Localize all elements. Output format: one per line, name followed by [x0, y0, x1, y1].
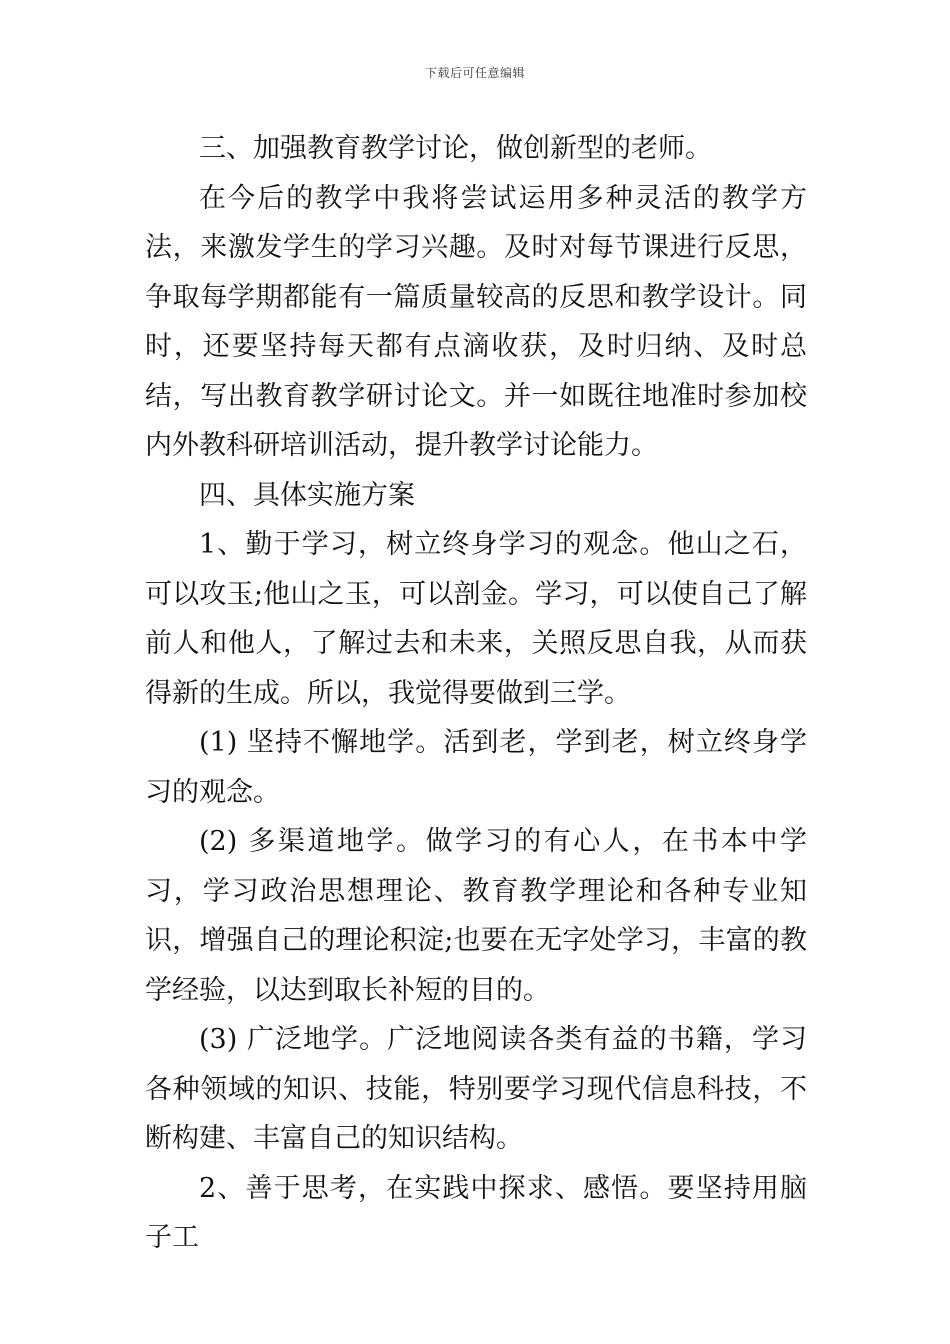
paragraph-item-1: 1、勤于学习，树立终身学习的观念。他山之石，可以攻玉;他山之玉，可以剖金。学习，可以使自己了解前人和他人，了解过去和未来，关照反思自我，从而获得新的生成。所以，我觉得要做到三学。: [145, 529, 807, 709]
paragraph-item-2: 2、善于思考，在实践中探求、感悟。要坚持用脑子工: [145, 1172, 807, 1253]
paragraph-subitem-3: (3) 广泛地学。广泛地阅读各类有益的书籍，学习各种领域的知识、技能，特别要学习现代信息科技，不断构建、丰富自己的知识结构。: [145, 1024, 807, 1154]
paragraph-subitem-1: (1) 坚持不懈地学。活到老，学到老，树立终身学习的观念。: [145, 727, 807, 808]
document-body: [145, 124, 807, 1263]
paragraph-teaching-methods: 在今后的教学中我将尝试运用多种灵活的教学方法，来激发学生的学习兴趣。及时对每节课进行反思，争取每学期都能有一篇质量较高的反思和教学设计。同时，还要坚持每天都有点滴收获，及时归纳、及时总结，写出教育教学研讨论文。并一如既往地准时参加校内外教科研培训活动，提升教学讨论能力。: [145, 182, 807, 461]
paragraph-subitem-2: (2) 多渠道地学。做学习的有心人，在书本中学习，学习政治思想理论、教育教学理论和各种专业知识，增强自己的理论积淀;也要在无字处学习，丰富的教学经验，以达到取长补短的目的。: [145, 826, 807, 1006]
section-heading-four: 四、具体实施方案: [199, 479, 415, 511]
section-heading-three: 三、加强教育教学讨论，做创新型的老师。: [199, 133, 712, 164]
page-header: 下载后可任意编辑: [424, 66, 525, 80]
